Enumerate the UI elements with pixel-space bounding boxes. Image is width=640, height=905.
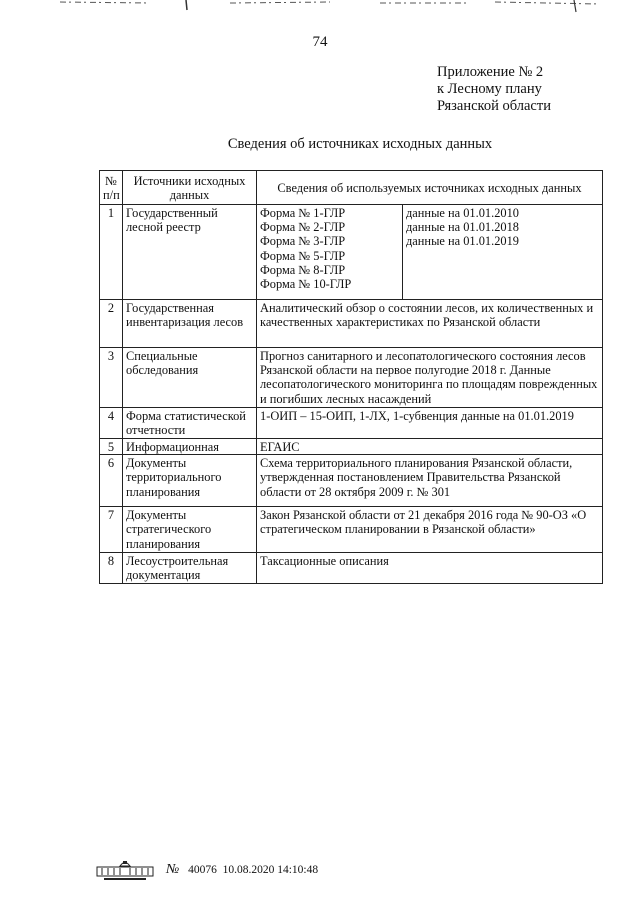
row-info: Аналитический обзор о состоянии лесов, их количественных и качественных характеристиках по Рязанской области: [257, 300, 603, 348]
row-num: 1: [100, 205, 123, 300]
row-source: Документы стратегического планирования: [123, 507, 257, 553]
row-forms: [257, 205, 403, 300]
table-row: [100, 300, 603, 348]
date-item: данные на 01.01.2010: [406, 206, 519, 220]
row-source: Документы территориального планирования: [123, 455, 257, 507]
form-item: Форма № 10-ГЛР: [260, 277, 352, 292]
appendix-header: [437, 64, 551, 115]
row-info: Схема территориального планирования Рязанской области, утвержденная постановлением Правительства Рязанской области от 28 октября 2009 г. № 301: [257, 455, 603, 507]
table-row: [100, 408, 603, 439]
form-item: Форма № 5-ГЛР: [260, 248, 346, 263]
row-source: Информационная: [123, 439, 257, 455]
row-info: ЕГАИС: [257, 439, 603, 455]
table-row: [100, 507, 603, 553]
header-info: Сведения об используемых источниках исходных данных: [257, 171, 603, 205]
row-num: 4: [100, 408, 123, 439]
registration-line: [166, 862, 318, 878]
sources-table: [99, 170, 603, 584]
form-item: Форма № 3-ГЛР: [260, 234, 346, 249]
registration-number-date: 40076 10.08.2020 14:10:48: [188, 864, 319, 876]
row-info: 1-ОИП – 15-ОИП, 1-ЛХ, 1-субвенция данные на 01.01.2019: [257, 408, 603, 439]
row-num: 8: [100, 553, 123, 583]
registry-stamp-icon: [96, 858, 154, 882]
page-number: 74: [312, 34, 328, 50]
appendix-line-1: Приложение № 2: [437, 64, 544, 80]
row-num: 7: [100, 507, 123, 553]
row-source: Лесоустроительная документация: [123, 553, 257, 583]
table-row: [100, 553, 603, 583]
header-num-line-2: п/п: [103, 188, 120, 202]
registration-mark: №: [166, 862, 180, 877]
table-row: [100, 455, 603, 507]
date-item: данные на 01.01.2018: [406, 220, 519, 235]
header-source: Источники исходных данных: [123, 171, 257, 205]
row-num: 3: [100, 348, 123, 408]
header-num: [100, 171, 123, 205]
row-dates: [403, 205, 603, 300]
appendix-line-2: к Лесному плану: [437, 81, 542, 97]
table-row: [100, 348, 603, 408]
row-num: 2: [100, 300, 123, 348]
form-item: Форма № 1-ГЛР: [260, 206, 346, 220]
form-item: Форма № 8-ГЛР: [260, 262, 346, 277]
row-info: Закон Рязанской области от 21 декабря 2016 года № 90-ОЗ «О стратегическом планировании в Рязанской области»: [257, 507, 603, 553]
row-source: Специальные обследования: [123, 348, 257, 408]
document-title: Сведения об источниках исходных данных: [227, 136, 493, 152]
row-num: 5: [100, 439, 123, 455]
date-item: данные на 01.01.2019: [406, 234, 519, 249]
form-item: Форма № 2-ГЛР: [260, 220, 346, 235]
row-source: Государственная инвентаризация лесов: [123, 300, 257, 348]
table-row: [100, 205, 603, 300]
table-row: [100, 439, 603, 455]
header-num-line-1: №: [105, 173, 117, 188]
row-info: Прогноз санитарного и лесопатологического состояния лесов Рязанской области на первое полугодие 2018 г. Данные лесопатологического мониторинга по площадям поврежденных и погибших лесных насаждений: [257, 348, 603, 408]
row-num: 6: [100, 455, 123, 507]
row-source: Форма статистической отчетности: [123, 408, 257, 439]
scan-edge-marks: [0, 0, 640, 14]
appendix-line-3: Рязанской области: [437, 98, 551, 114]
table-header-row: [100, 171, 603, 205]
row-info: Таксационные описания: [257, 553, 603, 583]
row-source: Государственный лесной реестр: [123, 205, 257, 300]
